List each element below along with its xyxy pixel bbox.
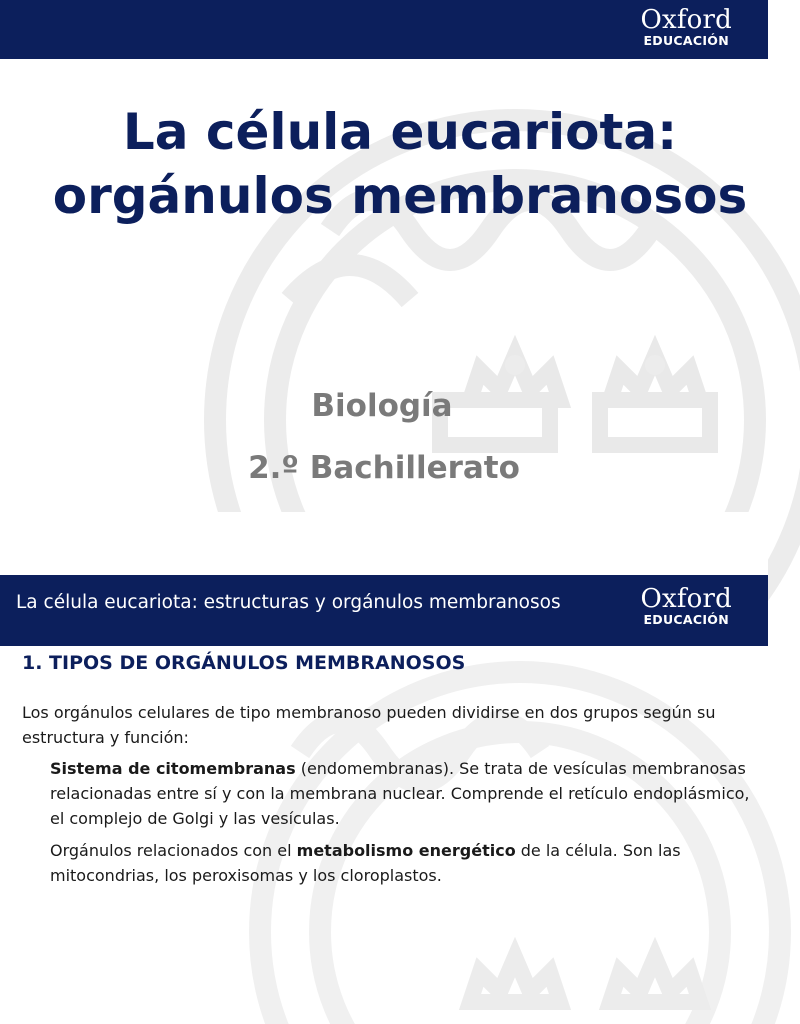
list-item [50, 838, 750, 888]
oxford-seal-watermark [0, 0, 768, 512]
item2-bold: metabolismo energético [296, 841, 516, 860]
item1-text: (endomembranas). Se trata de vesículas membranosas relacionadas entre sí y con la membrana nuclear. Comprende el retículo endoplásmico, el complejo de Golgi y las vesículas. [50, 759, 750, 828]
subject-label: Biología [311, 388, 453, 424]
logo-name: Oxford [640, 584, 732, 614]
section-title: 1. TIPOS DE ORGÁNULOS MEMBRANOSOS [22, 652, 466, 674]
intro-text: Los orgánulos celulares de tipo membranoso pueden dividirse en dos grupos según su estructura y función: [22, 703, 716, 747]
header-title: La célula eucariota: estructuras y orgánulos membranosos [16, 592, 561, 613]
logo-sub: EDUCACIÓN [643, 612, 729, 627]
logo-sub: EDUCACIÓN [643, 33, 729, 48]
title-slide [0, 0, 768, 512]
list-item [50, 756, 750, 831]
content-slide [0, 512, 768, 1024]
item2-after: de la célula. Son las mitocondrias, los peroxisomas y los cloroplastos. [50, 841, 681, 885]
slide-title: La célula eucariota: orgánulos membranosos [52, 103, 748, 225]
oxford-logo [640, 585, 732, 627]
course-label: 2.º Bachillerato [248, 450, 520, 486]
logo-name: Oxford [640, 5, 732, 35]
item2-before: Orgánulos relacionados con el [50, 841, 297, 860]
oxford-logo [640, 6, 732, 48]
intro-paragraph [22, 700, 752, 750]
item1-bold: Sistema de citomembranas [50, 759, 296, 778]
